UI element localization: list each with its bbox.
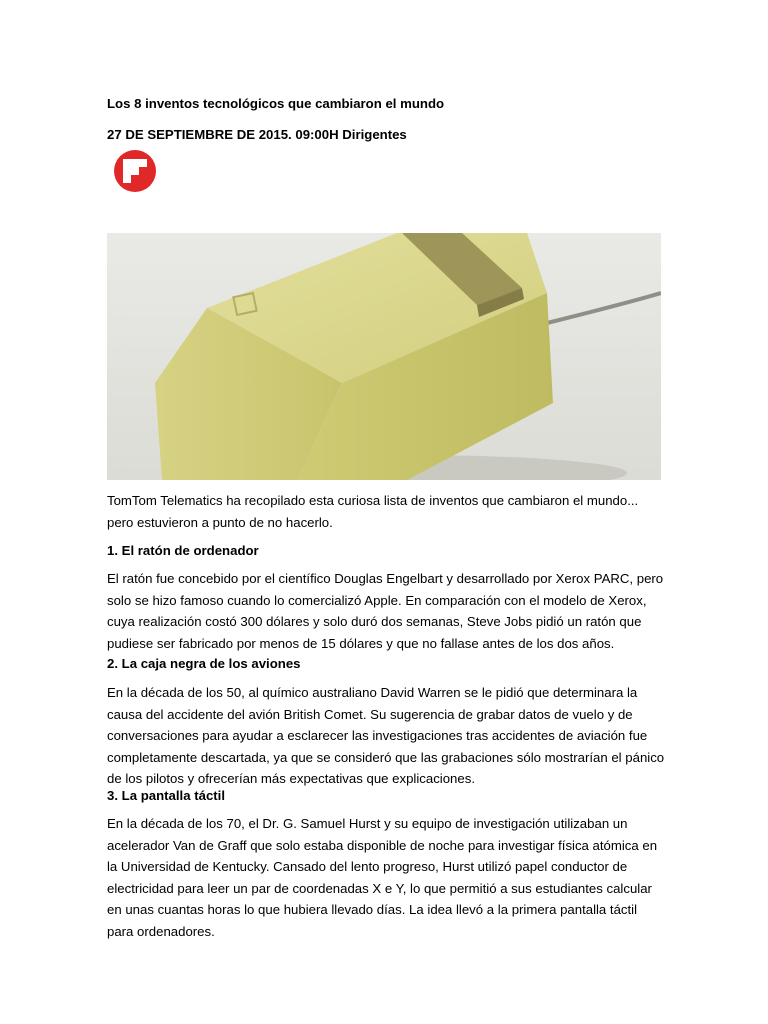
- flipboard-icon[interactable]: [114, 150, 156, 192]
- section-3-heading: 3. La pantalla táctil: [107, 788, 225, 803]
- section-2-body: En la década de los 50, al químico australiano David Warren se le pidió que determinara la causa del accidente del avión British Comet. Su sugerencia de grabar datos de vuelo y de conversaciones para ayudar a esclarecer las investigaciones tras accidentes de aviación fue completamente descartada, ya que se consideró que las grabaciones sólo mostrarían el pánico de los pilotos y ofrecerían más expectativas que explicaciones.: [107, 685, 665, 786]
- mouse-photo: [107, 233, 661, 480]
- section-1-heading: 1. El ratón de ordenador: [107, 543, 259, 558]
- section-1-body: El ratón fue concebido por el científico Douglas Engelbart y desarrollado por Xerox PARC, pero solo se hizo famoso cuando lo comercializó Apple. En comparación con el modelo de Xerox, cuya realización costó 300 dólares y solo duró dos semanas, Steve Jobs pidió un ratón que pudiese ser fabricado por menos de 15 dólares y que no fallase antes de los dos años.: [107, 571, 664, 651]
- article-title: Los 8 inventos tecnológicos que cambiaron el mundo: [107, 96, 445, 111]
- mouse-icon: [107, 233, 661, 480]
- section-2-heading: 2. La caja negra de los aviones: [107, 656, 301, 671]
- section-3-body: En la década de los 70, el Dr. G. Samuel Hurst y su equipo de investigación utilizaban un acelerador Van de Graff que solo estaba disponible de noche para investigar física atómica en la Universidad de Kentucky. Cansado del lento progreso, Hurst utilizó papel conductor de electricidad para leer un par de coordenadas X e Y, lo que permitió a sus estudiantes calcular en unas cuantas horas lo que hubiera llevado días. La idea llevó a la primera pantalla táctil para ordenadores.: [107, 816, 658, 939]
- article-dateline: 27 DE SEPTIEMBRE DE 2015. 09:00H Dirigentes: [107, 127, 407, 142]
- intro-paragraph: TomTom Telematics ha recopilado esta curiosa lista de inventos que cambiaron el mundo... pero estuvieron a punto de no hacerlo.: [107, 493, 639, 530]
